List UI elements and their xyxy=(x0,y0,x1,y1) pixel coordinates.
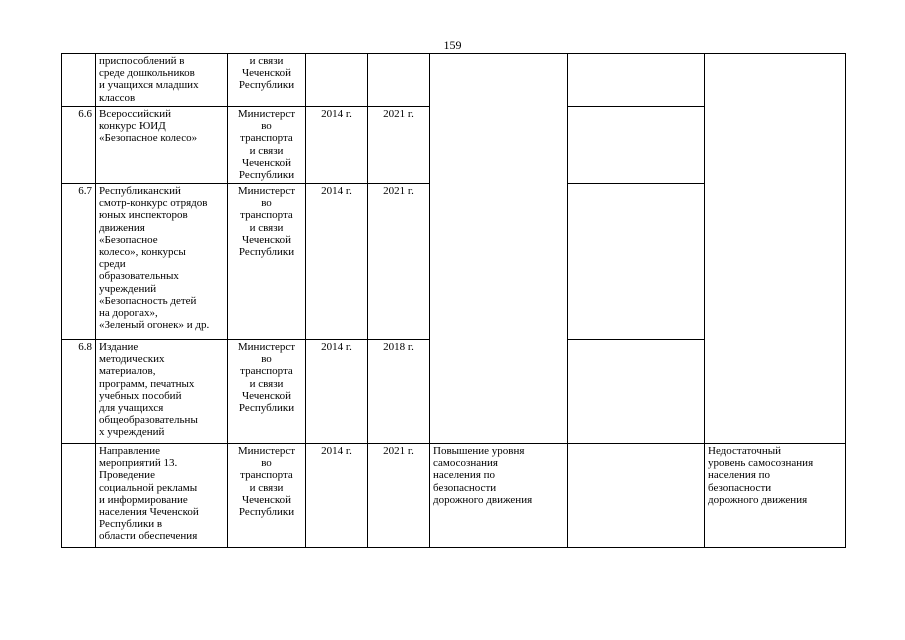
row-number xyxy=(62,444,96,548)
indicator-cell xyxy=(568,444,705,548)
executor xyxy=(228,54,306,107)
measure-name-text: приспособлений в среде дошкольников и учащихся младших классов xyxy=(99,55,199,104)
executor xyxy=(228,340,306,444)
executor xyxy=(228,184,306,340)
measure-name-text: Всероссийский конкурс ЮИД «Безопасное колесо» xyxy=(99,108,198,145)
start-year xyxy=(306,54,368,107)
executor-text: Министерст во транспорта и связи Чеченской Республики xyxy=(237,445,296,519)
measure-name xyxy=(96,107,228,184)
expected-result-text: Повышение уровня самосознания населения по безопасности дорожного движения xyxy=(433,445,533,506)
table-row xyxy=(62,444,846,548)
measure-name-text: Издание методических материалов, программ, печатных учебных пособий для учащихся общеобразовательны х учреждений xyxy=(99,341,198,439)
measure-name-text: Направление мероприятий 13. Проведение социальной рекламы и информирование населения Чеченской Республики в области обеспечения xyxy=(99,445,199,543)
page-number: 159 xyxy=(443,38,462,52)
measure-name xyxy=(96,444,228,548)
measure-name xyxy=(96,54,228,107)
end-year: 2021 г. xyxy=(368,444,430,548)
executor xyxy=(228,444,306,548)
end-year: 2018 г. xyxy=(368,340,430,444)
executor-text: Министерст во транспорта и связи Чеченской Республики xyxy=(237,185,296,259)
executor-text: Министерст во транспорта и связи Чеченской Республики xyxy=(237,108,296,182)
end-year: 2021 г. xyxy=(368,107,430,184)
indicator-cell xyxy=(568,340,705,444)
expected-result-cell xyxy=(430,54,568,444)
problem-text: Недостаточный уровень самосознания населения по безопасности дорожного движения xyxy=(708,445,814,506)
expected-result xyxy=(430,444,568,548)
start-year: 2014 г. xyxy=(306,184,368,340)
problem-cell xyxy=(705,54,846,444)
measure-name xyxy=(96,340,228,444)
indicator-cell xyxy=(568,107,705,184)
executor-text: и связи Чеченской Республики xyxy=(238,55,295,92)
measures-table xyxy=(61,53,846,548)
executor-text: Министерст во транспорта и связи Чеченской Республики xyxy=(237,341,296,415)
row-number xyxy=(62,54,96,107)
row-number: 6.6 xyxy=(62,107,96,184)
start-year: 2014 г. xyxy=(306,107,368,184)
table-row xyxy=(62,54,846,107)
indicator-cell xyxy=(568,184,705,340)
indicator-cell xyxy=(568,54,705,107)
problem xyxy=(705,444,846,548)
measure-name xyxy=(96,184,228,340)
start-year: 2014 г. xyxy=(306,444,368,548)
measure-name-text: Республиканский смотр-конкурс отрядов юных инспекторов движения «Безопасное колесо», конкурсы среди образовательных учреждений «Безопасность детей на дорогах», «Зеленый огонек» и др. xyxy=(99,185,210,332)
end-year xyxy=(368,54,430,107)
executor xyxy=(228,107,306,184)
start-year: 2014 г. xyxy=(306,340,368,444)
row-number: 6.7 xyxy=(62,184,96,340)
end-year: 2021 г. xyxy=(368,184,430,340)
row-number: 6.8 xyxy=(62,340,96,444)
